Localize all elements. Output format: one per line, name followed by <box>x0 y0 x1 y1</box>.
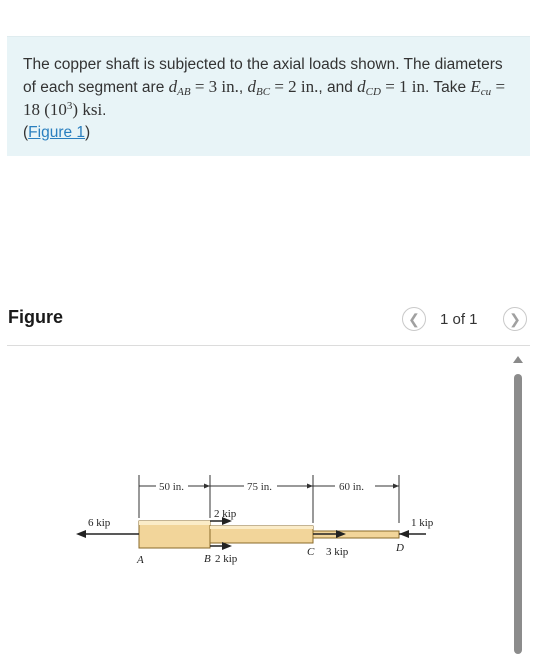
figure-heading: Figure <box>8 307 64 327</box>
shaft-highlight-ab <box>139 521 210 525</box>
d-cd-expression: $d_{CD} = 1$ in <box>357 77 426 98</box>
d-ab-expression: $d_{AB} = 3$ in. <box>168 77 239 98</box>
problem-text: The copper shaft is subjected to the axial loads shown. The diameters of each segment are $d_{AB} = 3$ in., $d_{BC} = 2$ in., and $d_{CD} = 1$ in. Take $E_{cu} = 18$ $(10^3)$ ksi. <box>23 56 506 119</box>
load-arrowhead-a <box>76 530 86 538</box>
load-label-d: 1 kip <box>411 517 434 529</box>
load-label-a: 6 kip <box>88 517 111 529</box>
divider <box>7 345 530 346</box>
figure-pager <box>402 306 530 334</box>
scroll-thumb[interactable] <box>514 374 522 654</box>
dim-arrow-cd <box>393 484 399 489</box>
point-label-b: B <box>204 553 211 565</box>
load-label-b-top: 2 kip <box>214 508 237 520</box>
shaft-highlight-bc <box>210 526 313 529</box>
dim-label-bc: 75 in. <box>247 481 273 493</box>
point-label-d: D <box>396 542 404 554</box>
chevron-left-icon[interactable]: ❮ <box>402 307 426 331</box>
shaft-diagram <box>70 468 450 578</box>
chevron-right-icon[interactable]: ❯ <box>503 307 527 331</box>
scroll-up-arrow-icon[interactable] <box>513 356 523 363</box>
page-indicator: 1 of 1 <box>440 311 478 328</box>
problem-statement <box>7 36 530 156</box>
d-bc-expression: $d_{BC} = 2$ in. <box>247 77 319 98</box>
dim-arrow-bc <box>307 484 313 489</box>
load-label-b-bottom: 2 kip <box>215 553 238 565</box>
dim-label-ab: 50 in. <box>159 481 185 493</box>
load-arrowhead-d <box>399 530 409 538</box>
figure-scrollbar[interactable] <box>512 352 524 648</box>
modulus-expression: $E_{cu} = 18$ $(10^3)$ ksi <box>23 77 506 119</box>
dim-label-cd: 60 in. <box>339 481 365 493</box>
shaft-segment-ab <box>139 521 210 548</box>
figure-link-line: (Figure 1) <box>23 124 91 141</box>
dim-arrow-ab <box>204 484 210 489</box>
load-label-c: 3 kip <box>326 546 349 558</box>
point-label-a: A <box>137 554 144 566</box>
point-label-c: C <box>307 546 315 558</box>
figure-1-link[interactable]: Figure 1 <box>28 124 86 141</box>
